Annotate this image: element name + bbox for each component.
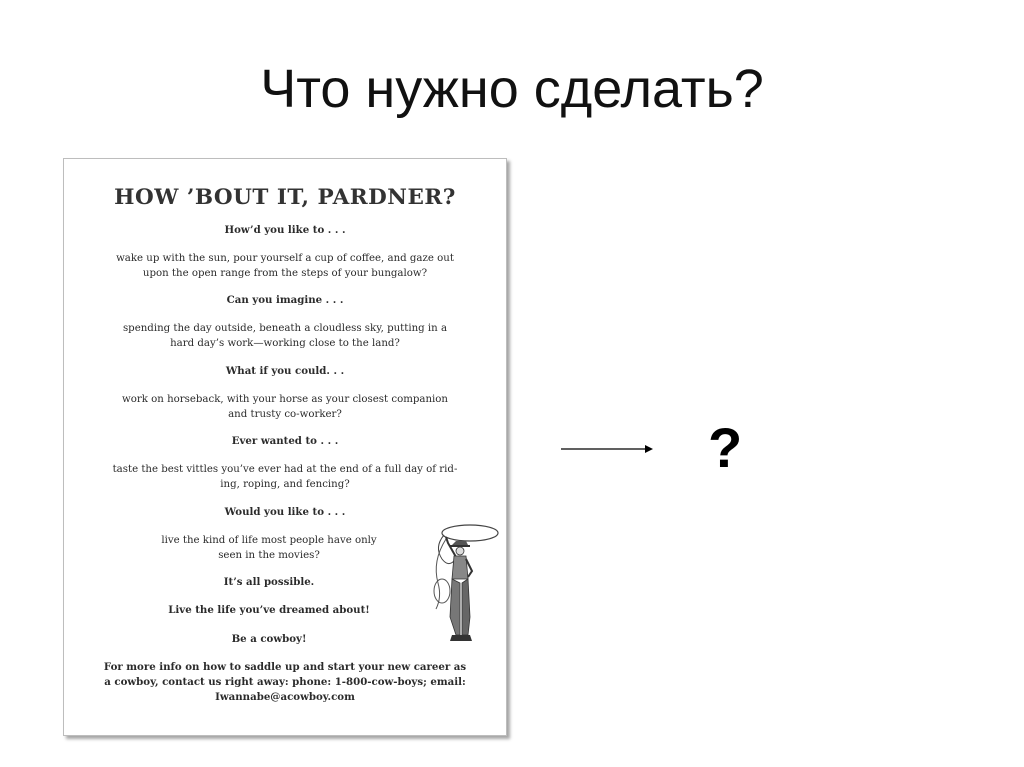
cowboy-lasso-icon [424,517,502,647]
flyer-paragraph-3-line-2: and trusty co-worker? [228,409,342,420]
flyer-paragraph-4-line-2: ing, roping, and fencing? [220,479,350,490]
question-mark: ? [708,416,743,479]
flyer-question-4: Ever wanted to . . . [231,435,339,447]
flyer-question-3: What if you could. . . [225,365,345,377]
flyer-paragraph-4-line-1: taste the best vittles you’ve ever had at the end of a full day of rid- [112,464,458,475]
cowboy-flyer [63,158,507,736]
flyer-paragraph-5-line-2: seen in the movies? [218,550,320,561]
flyer-statement-be-cowboy: Be a cowboy! [231,633,307,645]
flyer-question-5: Would you like to . . . [224,506,346,518]
flyer-paragraph-5-line-1: live the kind of life most people have only [161,535,377,546]
flyer-footer-line-1: For more info on how to saddle up and start your new career as [103,661,467,673]
flyer-question-1: How’d you like to . . . [224,224,346,236]
flyer-paragraph-1-line-2: upon the open range from the steps of your bungalow? [142,268,428,279]
flyer-paragraph-3-line-1: work on horseback, with your horse as your closest companion [122,394,448,405]
flyer-paragraph-1-line-1: wake up with the sun, pour yourself a cup of coffee, and gaze out [116,253,454,264]
slide-title: Что нужно сделать? [260,59,764,119]
flyer-paragraph-2-line-2: hard day’s work—working close to the land? [170,338,400,349]
flyer-statement-dream: Live the life you’ve dreamed about! [168,604,370,616]
flyer-headline: HOW ’BOUT IT, PARDNER? [114,185,456,210]
flyer-paragraph-2-line-1: spending the day outside, beneath a cloudless sky, putting in a [122,323,448,334]
flyer-question-2: Can you imagine . . . [226,294,344,306]
flyer-footer-line-2: a cowboy, contact us right away: phone: 1-800-cow-boys; email: [104,676,466,688]
flyer-statement-possible: It’s all possible. [223,576,315,588]
flyer-footer-email: Iwannabe@acowboy.com [215,691,355,703]
right-arrow-icon [561,441,653,457]
